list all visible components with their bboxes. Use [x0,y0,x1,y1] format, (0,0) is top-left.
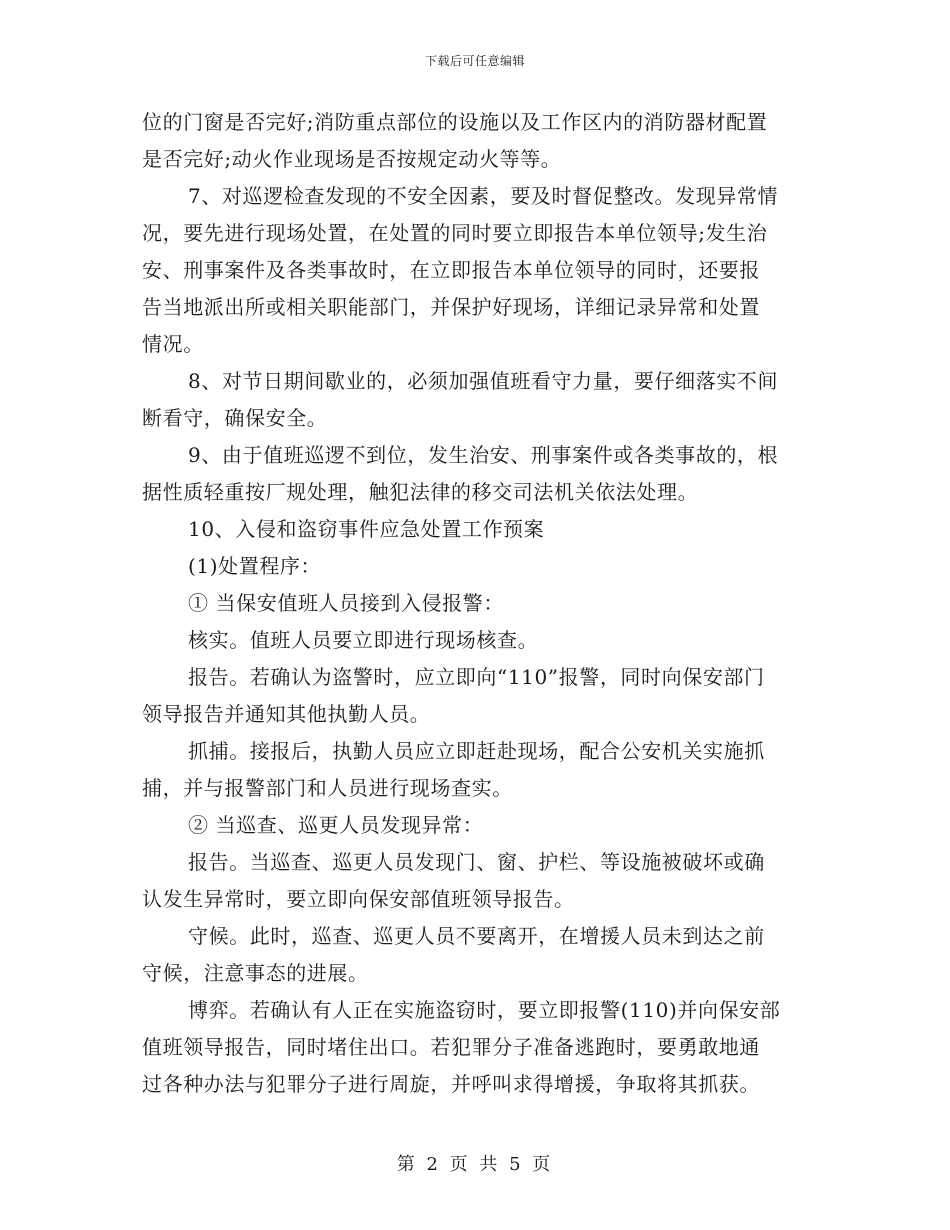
text-line: 情况。 [142,332,204,356]
text-line: 告当地派出所或相关职能部门，并保护好现场，详细记录异常和处置 [142,295,760,319]
text-line: ② 当巡查、巡更人员发现异常： [188,813,484,837]
text-line: 安、刑事案件及各类事故时，在立即报告本单位领导的同时，还要报 [142,258,760,282]
text-line: ① 当保安值班人员接到入侵报警： [188,591,504,615]
text-line: 抓捕。接报后，执勤人员应立即赶赴现场，配合公安机关实施抓 [188,739,765,763]
section-heading: 10、入侵和盗窃事件应急处置工作预案 [188,517,545,541]
text-line: 守候，注意事态的进展。 [142,961,369,985]
text-line: 9、由于值班巡逻不到位，发生治安、刑事案件或各类事故的，根 [188,443,779,467]
text-line: 报告。当巡查、巡更人员发现门、窗、护栏、等设施被破坏或确 [188,850,765,874]
text-line: 7、对巡逻检查发现的不安全因素，要及时督促整改。发现异常情 [188,184,779,208]
text-line: 领导报告并通知其他执勤人员。 [142,702,431,726]
text-line: 博弈。若确认有人正在实施盗窃时，要立即报警(110)并向保安部 [188,998,781,1022]
text-line: 8、对节日期间歇业的，必须加强值班看守力量，要仔细落实不间 [188,369,779,393]
text-line: 是否完好;动火作业现场是否按规定动火等等。 [142,147,562,171]
document-body [142,104,814,1103]
text-line: 捕，并与报警部门和人员进行现场查实。 [142,776,513,800]
text-line: 守候。此时，巡查、巡更人员不要离开，在增援人员未到达之前 [188,924,765,948]
text-line: 断看守，确保安全。 [142,406,328,430]
text-line: 核实。值班人员要立即进行现场核查。 [188,628,539,652]
page-header: 下载后可任意编辑 [424,54,525,68]
text-line: 况，要先进行现场处置，在处置的同时要立即报告本单位领导;发生治 [142,221,768,245]
text-line: 位的门窗是否完好;消防重点部位的设施以及工作区内的消防器材配置 [142,110,768,134]
page-footer: 第 2 页 共 5 页 [396,1154,554,1175]
text-line: 认发生异常时，要立即向保安部值班领导报告。 [142,887,575,911]
text-line: 值班领导报告，同时堵住出口。若犯罪分子准备逃跑时，要勇敢地通 [142,1035,760,1059]
text-line: 过各种办法与犯罪分子进行周旋，并呼叫求得增援，争取将其抓获。 [142,1072,760,1096]
text-line: 据性质轻重按厂规处理，触犯法律的移交司法机关依法处理。 [142,480,699,504]
text-line: 报告。若确认为盗警时，应立即向“110”报警，同时向保安部门 [188,665,765,689]
subsection-heading: (1)处置程序： [188,554,322,578]
